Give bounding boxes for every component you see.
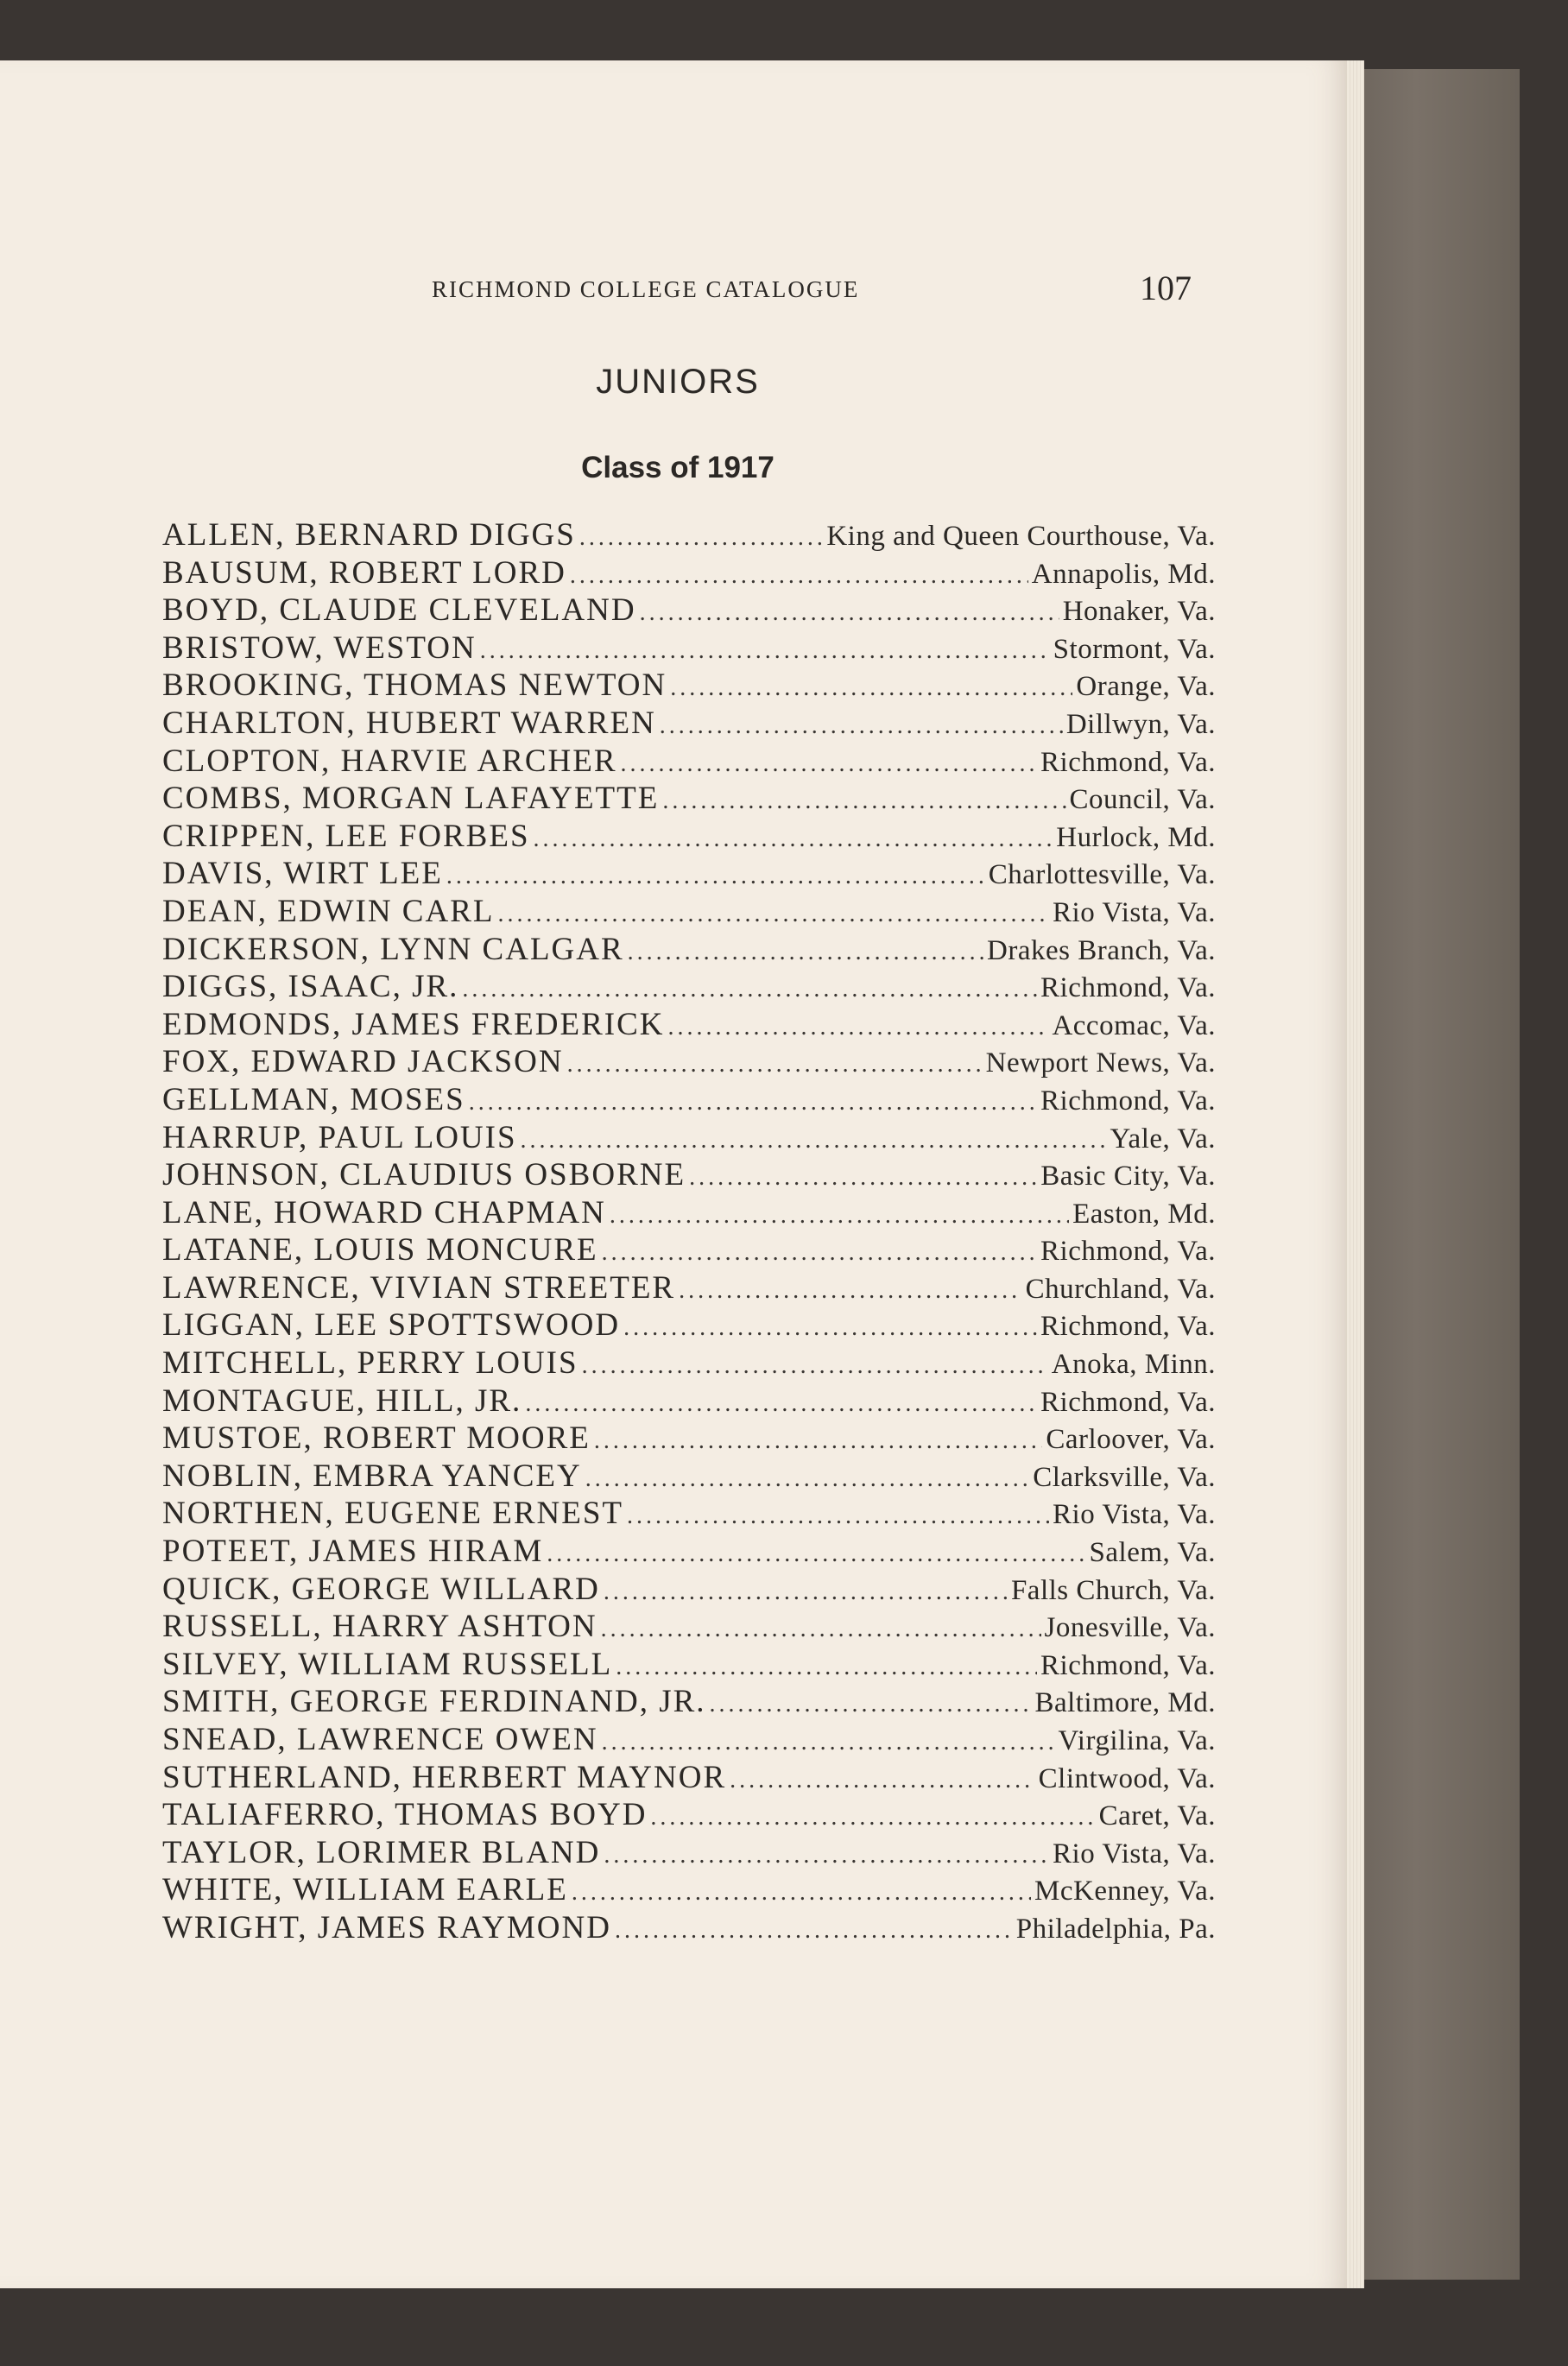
student-hometown: Orange, Va. (1076, 671, 1216, 703)
student-name: BRISTOW, WESTON (162, 629, 477, 666)
dot-leader (525, 1390, 1037, 1418)
student-hometown: Churchland, Va. (1025, 1273, 1216, 1305)
student-name: DIGGS, ISAAC, JR. (162, 969, 459, 1005)
student-name: SILVEY, WILLIAM RUSSELL (162, 1646, 613, 1682)
roster-entry (162, 743, 1216, 781)
roster-entry (162, 1458, 1216, 1496)
student-hometown: Charlottesville, Va. (988, 859, 1216, 891)
student-hometown: Accomac, Va. (1052, 1009, 1216, 1041)
student-hometown: Richmond, Va. (1040, 972, 1216, 1004)
dot-leader (616, 1654, 1037, 1681)
student-name: CLOPTON, HARVIE ARCHER (162, 743, 617, 779)
student-hometown: Honaker, Va. (1062, 596, 1216, 628)
roster-entry (162, 1269, 1216, 1307)
student-hometown: Richmond, Va. (1040, 746, 1216, 778)
student-hometown: King and Queen Courthouse, Va. (826, 521, 1216, 552)
dot-leader (710, 1691, 1032, 1718)
student-name: BOYD, CLAUDE CLEVELAND (162, 592, 636, 629)
student-hometown: Falls Church, Va. (1010, 1574, 1216, 1606)
student-hometown: Richmond, Va. (1040, 1236, 1216, 1268)
dot-leader (534, 826, 1053, 853)
student-name: WRIGHT, JAMES RAYMOND (162, 1909, 611, 1945)
roster-entry (162, 893, 1216, 931)
dot-leader (480, 637, 1050, 665)
student-name: NOBLIN, EMBRA YANCEY (162, 1458, 582, 1494)
dot-leader (601, 1616, 1041, 1643)
dot-leader (679, 1277, 1021, 1305)
section-title: JUNIORS (596, 363, 760, 401)
dot-leader (521, 1127, 1107, 1155)
running-title: RICHMOND COLLEGE CATALOGUE (432, 276, 860, 302)
dot-leader (604, 1578, 1008, 1606)
student-name: POTEET, JAMES HIRAM (162, 1534, 544, 1570)
student-name: JOHNSON, CLAUDIUS OSBORNE (162, 1157, 686, 1193)
roster-entry (162, 1608, 1216, 1646)
roster-entry (162, 780, 1216, 818)
student-name: MITCHELL, PERRY LOUIS (162, 1345, 579, 1382)
student-hometown: Jonesville, Va. (1044, 1612, 1216, 1644)
roster-entry (162, 1909, 1216, 1947)
dot-leader (570, 562, 1028, 590)
student-hometown: Hurlock, Md. (1056, 821, 1216, 853)
student-hometown: Clarksville, Va. (1033, 1461, 1216, 1493)
dot-leader (667, 1014, 1048, 1041)
roster-entry (162, 855, 1216, 893)
student-hometown: Salem, Va. (1089, 1537, 1216, 1569)
roster-entry (162, 554, 1216, 592)
student-hometown: Baltimore, Md. (1034, 1687, 1216, 1719)
roster-entry (162, 1871, 1216, 1909)
student-hometown: Rio Vista, Va. (1053, 896, 1216, 928)
dot-leader (627, 1502, 1049, 1530)
student-hometown: Carloover, Va. (1046, 1424, 1216, 1456)
page-number: 107 (1140, 269, 1192, 307)
student-roster (162, 516, 1216, 1947)
roster-entry (162, 1646, 1216, 1684)
student-name: CRIPPEN, LEE FORBES (162, 818, 530, 854)
student-name: CHARLTON, HUBERT WARREN (162, 705, 656, 741)
student-name: FOX, EDWARD JACKSON (162, 1044, 564, 1080)
roster-entry (162, 931, 1216, 969)
dot-leader (579, 524, 823, 552)
student-hometown: Clintwood, Va. (1038, 1762, 1216, 1794)
student-name: HARRUP, PAUL LOUIS (162, 1119, 517, 1155)
dot-leader (567, 1051, 983, 1079)
roster-entry (162, 705, 1216, 743)
roster-entry (162, 1081, 1216, 1119)
student-hometown: Virgilina, Va. (1058, 1725, 1216, 1756)
student-hometown: Dillwyn, Va. (1065, 708, 1216, 740)
section-subtitle: Class of 1917 (581, 451, 775, 484)
dot-leader (662, 788, 1065, 815)
roster-entry (162, 1006, 1216, 1044)
student-hometown: Drakes Branch, Va. (987, 934, 1216, 966)
student-name: LIGGAN, LEE SPOTTSWOOD (162, 1307, 621, 1344)
roster-entry (162, 1834, 1216, 1872)
roster-entry (162, 1043, 1216, 1081)
roster-entry (162, 1533, 1216, 1571)
roster-entry (162, 968, 1216, 1006)
student-name: RUSSELL, HARRY ASHTON (162, 1609, 597, 1645)
student-name: BAUSUM, ROBERT LORD (162, 554, 566, 591)
roster-entry (162, 667, 1216, 705)
running-head (432, 264, 1192, 316)
student-hometown: Richmond, Va. (1040, 1085, 1216, 1117)
roster-entry (162, 1382, 1216, 1420)
dot-leader (730, 1767, 1035, 1794)
dot-leader (497, 901, 1049, 928)
roster-entry (162, 1420, 1216, 1458)
dot-leader (621, 750, 1037, 778)
student-name: DEAN, EDWIN CARL (162, 893, 495, 929)
student-name: SUTHERLAND, HERBERT MAYNOR (162, 1759, 727, 1795)
student-name: SMITH, GEORGE FERDINAND, JR. (162, 1684, 706, 1720)
dot-leader (628, 939, 983, 966)
student-name: TALIAFERRO, THOMAS BOYD (162, 1797, 648, 1833)
roster-entry (162, 1796, 1216, 1834)
student-hometown: Easton, Md. (1072, 1198, 1216, 1230)
student-hometown: Richmond, Va. (1040, 1649, 1216, 1681)
dot-leader (594, 1427, 1043, 1455)
roster-entry (162, 1571, 1216, 1609)
student-name: GELLMAN, MOSES (162, 1081, 465, 1117)
dot-leader (660, 712, 1063, 740)
student-hometown: Newport News, Va. (985, 1047, 1216, 1079)
dot-leader (604, 1842, 1049, 1869)
dot-leader (462, 976, 1037, 1003)
dot-leader (650, 1804, 1095, 1831)
student-hometown: Basic City, Va. (1040, 1161, 1216, 1192)
dot-leader (615, 1917, 1013, 1945)
student-name: DICKERSON, LYNN CALGAR (162, 931, 624, 967)
student-name: TAYLOR, LORIMER BLAND (162, 1834, 601, 1870)
dot-leader (623, 1314, 1037, 1342)
student-hometown: Anoka, Minn. (1051, 1349, 1216, 1381)
student-hometown: Council, Va. (1069, 784, 1216, 816)
roster-entry (162, 592, 1216, 629)
roster-entry (162, 1119, 1216, 1157)
student-hometown: Richmond, Va. (1040, 1386, 1216, 1418)
roster-entry (162, 1344, 1216, 1382)
dot-leader (689, 1164, 1037, 1192)
student-name: QUICK, GEORGE WILLARD (162, 1571, 600, 1607)
roster-entry (162, 1683, 1216, 1721)
student-hometown: Rio Vista, Va. (1053, 1499, 1216, 1531)
roster-entry (162, 1495, 1216, 1533)
roster-entry (162, 818, 1216, 856)
roster-entry (162, 1156, 1216, 1194)
student-name: LANE, HOWARD CHAPMAN (162, 1194, 606, 1230)
student-name: LAWRENCE, VIVIAN STREETER (162, 1269, 676, 1306)
roster-entry (162, 1231, 1216, 1269)
student-name: ALLEN, BERNARD DIGGS (162, 517, 576, 553)
dot-leader (610, 1202, 1069, 1230)
student-name: BROOKING, THOMAS NEWTON (162, 667, 667, 704)
student-hometown: Richmond, Va. (1040, 1311, 1216, 1343)
dot-leader (547, 1540, 1085, 1568)
student-name: DAVIS, WIRT LEE (162, 856, 443, 892)
student-hometown: Caret, Va. (1098, 1800, 1216, 1832)
student-hometown: Philadelphia, Pa. (1015, 1913, 1216, 1945)
student-hometown: McKenney, Va. (1034, 1876, 1216, 1907)
student-name: WHITE, WILLIAM EARLE (162, 1872, 568, 1908)
dot-leader (640, 599, 1059, 627)
dot-leader (585, 1465, 1029, 1493)
roster-entry (162, 1306, 1216, 1344)
roster-entry (162, 1759, 1216, 1797)
student-hometown: Annapolis, Md. (1031, 558, 1216, 590)
student-hometown: Yale, Va. (1110, 1123, 1216, 1155)
student-name: COMBS, MORGAN LAFAYETTE (162, 781, 660, 817)
roster-entry (162, 1194, 1216, 1232)
dot-leader (582, 1352, 1048, 1380)
dot-leader (469, 1089, 1037, 1117)
student-name: EDMONDS, JAMES FREDERICK (162, 1006, 665, 1042)
student-name: MUSTOE, ROBERT MOORE (162, 1420, 591, 1457)
dot-leader (670, 674, 1072, 702)
student-name: SNEAD, LAWRENCE OWEN (162, 1722, 598, 1757)
dot-leader (446, 863, 985, 890)
roster-entry (162, 516, 1216, 554)
roster-entry (162, 1721, 1216, 1759)
roster-entry (162, 629, 1216, 667)
student-name: NORTHEN, EUGENE ERNEST (162, 1496, 624, 1532)
dot-leader (602, 1729, 1055, 1756)
student-name: LATANE, LOUIS MONCURE (162, 1232, 598, 1268)
student-hometown: Stormont, Va. (1053, 633, 1216, 665)
student-name: MONTAGUE, HILL, JR. (162, 1382, 522, 1419)
dot-leader (602, 1239, 1037, 1267)
student-hometown: Rio Vista, Va. (1053, 1838, 1216, 1869)
dot-leader (572, 1879, 1031, 1907)
binding-board (1347, 69, 1520, 2280)
